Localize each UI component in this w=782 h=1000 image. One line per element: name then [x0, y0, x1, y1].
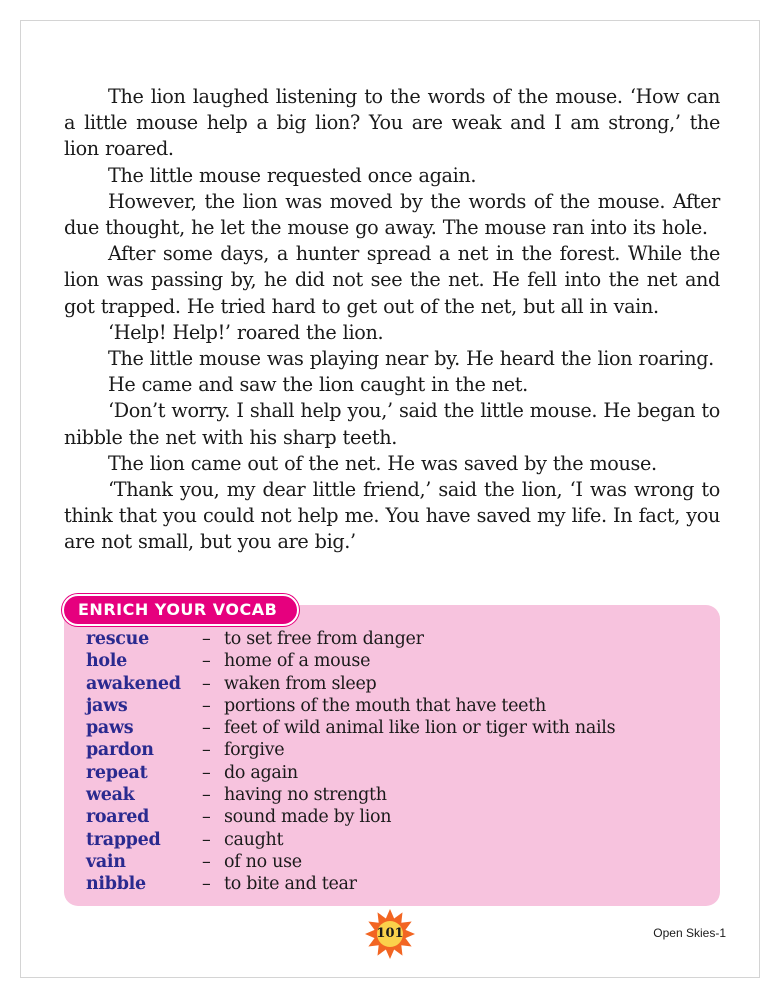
- story-paragraph: The lion came out of the net. He was saved by the mouse.: [108, 451, 657, 475]
- vocab-meaning: waken from sleep: [224, 673, 377, 694]
- vocab-entry: [86, 829, 706, 851]
- vocab-dash: –: [202, 651, 211, 672]
- vocab-dash: –: [202, 851, 211, 872]
- vocab-dash: –: [202, 629, 211, 649]
- book-title: Open Skies-1: [653, 926, 726, 940]
- vocab-word: nibble: [86, 874, 146, 895]
- vocab-dash: –: [202, 673, 211, 694]
- page-number: 101: [376, 926, 404, 941]
- vocab-meaning: portions of the mouth that have teeth: [224, 695, 546, 716]
- vocab-list: [86, 628, 706, 896]
- vocab-meaning: do again: [224, 762, 298, 783]
- vocab-meaning: having no strength: [224, 785, 387, 806]
- vocab-dash: –: [202, 718, 211, 739]
- vocab-word: trapped: [86, 829, 161, 850]
- vocab-entry: [86, 650, 706, 672]
- vocab-dash: –: [202, 762, 211, 783]
- vocab-entry: [86, 806, 706, 828]
- vocab-meaning: caught: [224, 829, 284, 850]
- story-paragraph: ‘Help! Help!’ roared the lion.: [108, 320, 384, 344]
- vocab-word: paws: [86, 718, 134, 739]
- story-paragraph: However, the lion was moved by the words of the mouse. After due thought, he let the mouse go away. The mouse ran into its hole.: [64, 189, 720, 240]
- vocab-heading: ENRICH YOUR VOCAB: [62, 594, 299, 626]
- vocab-entry: [86, 784, 706, 806]
- vocab-meaning: forgive: [224, 740, 285, 761]
- vocab-dash: –: [202, 740, 211, 761]
- vocab-meaning: home of a mouse: [224, 651, 371, 672]
- story-paragraph: He came and saw the lion caught in the net.: [108, 373, 528, 397]
- vocab-entry: [86, 717, 706, 739]
- vocab-entry: [86, 739, 706, 761]
- vocab-word: vain: [86, 851, 126, 872]
- vocab-entry: [86, 851, 706, 873]
- vocab-dash: –: [202, 807, 211, 828]
- vocab-word: rescue: [86, 629, 149, 649]
- vocab-meaning: of no use: [224, 851, 302, 872]
- vocab-meaning: to bite and tear: [224, 874, 357, 895]
- vocab-dash: –: [202, 785, 211, 806]
- vocab-entry: [86, 695, 706, 717]
- vocab-word: awakened: [86, 673, 181, 694]
- vocab-dash: –: [202, 695, 211, 716]
- vocab-dash: –: [202, 829, 211, 850]
- vocab-meaning: feet of wild animal like lion or tiger with nails: [224, 718, 616, 739]
- vocab-meaning: sound made by lion: [224, 807, 392, 828]
- story-paragraph: The little mouse requested once again.: [108, 163, 477, 187]
- vocab-entry: [86, 673, 706, 695]
- story-paragraph: The lion laughed listening to the words of the mouse. ‘How can a little mouse help a big lion? You are weak and I am strong,’ the lion roared.: [64, 85, 720, 161]
- vocab-word: hole: [86, 651, 127, 672]
- vocab-dash: –: [202, 874, 211, 895]
- vocab-entry: [86, 762, 706, 784]
- story-paragraph: ‘Thank you, my dear little friend,’ said the lion, ‘I was wrong to think that you could not help me. You have saved my life. In fact, you are not small, but you are big.’: [64, 478, 720, 554]
- vocab-word: pardon: [86, 740, 154, 761]
- story-text: [64, 84, 720, 556]
- vocab-entry: [86, 628, 706, 650]
- story-paragraph: ‘Don’t worry. I shall help you,’ said the little mouse. He began to nibble the net with his sharp teeth.: [64, 399, 720, 449]
- vocab-word: roared: [86, 807, 150, 828]
- vocab-entry: [86, 873, 706, 895]
- story-paragraph: After some days, a hunter spread a net in the forest. While the lion was passing by, he did not see the net. He fell into the net and got trapped. He tried hard to get out of the net, but all in vain.: [64, 242, 720, 318]
- vocab-word: repeat: [86, 762, 148, 783]
- vocab-meaning: to set free from danger: [224, 629, 424, 649]
- vocab-word: weak: [86, 785, 135, 806]
- vocab-word: jaws: [86, 695, 128, 716]
- story-paragraph: The little mouse was playing near by. He heard the lion roaring.: [108, 347, 714, 371]
